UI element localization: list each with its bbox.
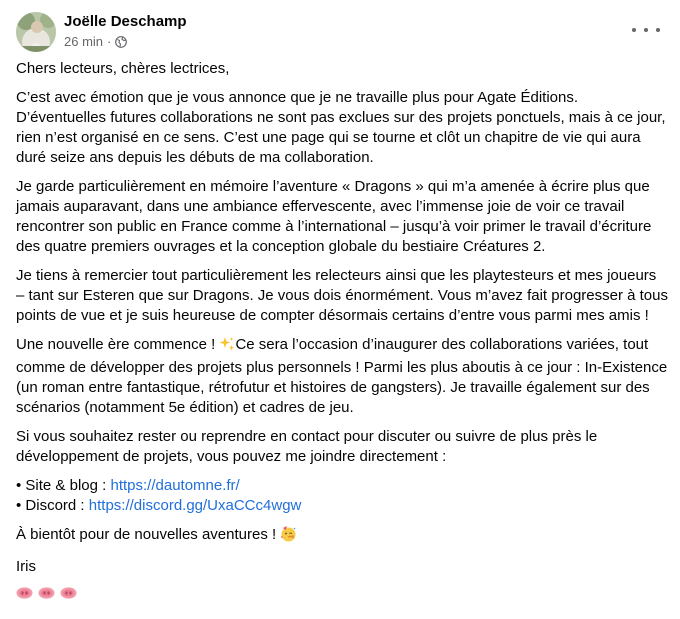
author-name[interactable]: Joëlle Deschamp bbox=[64, 13, 187, 30]
bullet: • bbox=[16, 477, 26, 494]
paragraph-4-start: Une nouvelle ère commence ! bbox=[16, 336, 220, 353]
link-label: Site & blog : bbox=[25, 477, 111, 494]
bullet: • bbox=[16, 497, 26, 514]
paragraph-4 bbox=[16, 335, 668, 418]
greeting: Chers lecteurs, chères lectrices, bbox=[16, 60, 230, 77]
sparkles-emoji bbox=[219, 336, 235, 358]
meta-separator: · bbox=[107, 34, 112, 49]
footer-emojis bbox=[16, 586, 668, 606]
globe-icon[interactable] bbox=[115, 36, 127, 48]
post-body bbox=[16, 59, 668, 606]
pig-nose-icon bbox=[16, 586, 33, 606]
closing bbox=[16, 525, 668, 548]
closing-text: À bientôt pour de nouvelles aventures ! bbox=[16, 526, 281, 543]
avatar[interactable] bbox=[16, 12, 56, 52]
paragraph-1: C’est avec émotion que je vous annonce que je ne travaille plus pour Agate Éditions. D’éventuelles futures collaborations ne sont pas exclues sur des projets ponctuels, mais à ce jour, rien n’est organisé en ce sens. C’est une page qui se tourne et clôt un chapitre de vie qui aura duré seize ans depuis les débuts de ma collaboration. bbox=[16, 89, 666, 166]
timestamp[interactable]: 26 min bbox=[64, 34, 104, 49]
paragraph-2: Je garde particulièrement en mémoire l’aventure « Dragons » qui m’a amenée à écrire plus que jamais auparavant, dans une ambiance effervescente, avec l’immense joie de voir ce travail rencontrer son public en France comme à l’international – jusqu’à voir primer le travail d’écriture des quatre premiers ouvrages et la conception globale du bestiaire Créatures 2. bbox=[16, 178, 652, 255]
link-list bbox=[16, 476, 668, 516]
list-item bbox=[16, 496, 668, 516]
pig-nose-icon bbox=[60, 586, 77, 606]
discord-link[interactable]: https://discord.gg/UxaCCc4wgw bbox=[88, 497, 302, 514]
paragraph-4-rest: Ce sera l’occasion d’inaugurer des collaborations variées, tout comme de développer des projets plus personnels ! Parmi les plus aboutis à ce jour : In-Existence (un roman entre fantastique, rétrofutur et histoires de gangsters). Je travaille également sur des scénarios (notamment 5e édition) et cadres de jeu. bbox=[16, 336, 668, 416]
link-label: Discord : bbox=[25, 497, 89, 514]
post-meta bbox=[64, 33, 127, 50]
party-face-emoji bbox=[280, 525, 297, 548]
list-item bbox=[16, 476, 668, 496]
signature: Iris bbox=[16, 558, 36, 575]
website-link[interactable]: https://dautomne.fr/ bbox=[110, 477, 240, 494]
paragraph-5: Si vous souhaitez rester ou reprendre en contact pour discuter ou suivre de plus près le développement de projets, vous pouvez me joindre directement : bbox=[16, 428, 598, 465]
post-header bbox=[16, 12, 664, 52]
more-options-icon[interactable] bbox=[632, 20, 660, 40]
pig-nose-icon bbox=[38, 586, 55, 606]
paragraph-3: Je tiens à remercier tout particulièrement les relecteurs ainsi que les playtesteurs et mes joueurs – tant sur Esteren que sur Dragons. Je vous dois énormément. Vous m’avez fait progresser à tous points de vue et je suis heureuse de compter désormais certains d’entre vous parmi mes amis ! bbox=[16, 267, 668, 324]
